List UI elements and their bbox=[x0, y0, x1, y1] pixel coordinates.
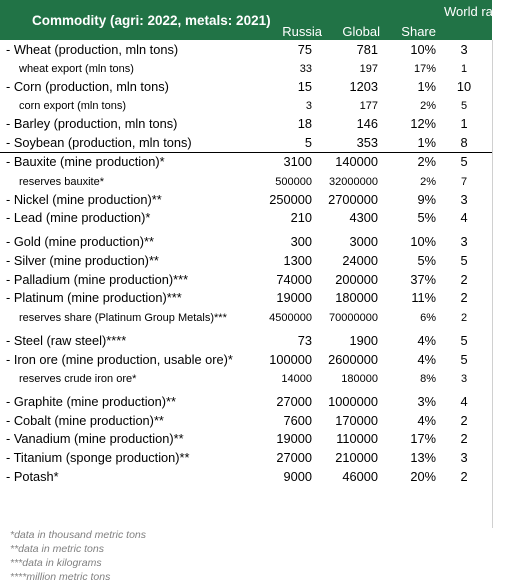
table-row bbox=[0, 96, 492, 115]
commodity-name: - Palladium (mine production)*** bbox=[6, 271, 189, 287]
table-row bbox=[0, 152, 492, 172]
table-row bbox=[0, 369, 492, 388]
commodity-name: corn export (mln tons) bbox=[19, 100, 126, 113]
global-value: 46000 bbox=[342, 468, 378, 484]
world-rank-value: 2 bbox=[460, 311, 468, 324]
table-row bbox=[0, 190, 492, 209]
world-rank-value: 7 bbox=[460, 175, 468, 188]
russia-value: 27000 bbox=[276, 394, 312, 410]
russia-value: 100000 bbox=[269, 351, 312, 367]
global-value: 170000 bbox=[335, 412, 378, 428]
share-value: 2% bbox=[417, 154, 436, 170]
footnotes bbox=[10, 528, 146, 584]
global-value: 210000 bbox=[335, 450, 378, 466]
global-value: 2600000 bbox=[328, 351, 378, 367]
russia-value: 27000 bbox=[276, 450, 312, 466]
footnote: **data in metric tons bbox=[10, 543, 104, 555]
share-value: 4% bbox=[417, 351, 436, 367]
commodity-name: - Iron ore (mine production, usable ore)* bbox=[6, 351, 233, 367]
header-global: Global bbox=[342, 24, 380, 39]
share-value: 4% bbox=[417, 332, 436, 348]
share-value: 11% bbox=[411, 290, 436, 306]
table-body bbox=[0, 40, 493, 528]
global-value: 1203 bbox=[349, 78, 378, 94]
table-row bbox=[0, 326, 492, 350]
commodity-name: wheat export (mln tons) bbox=[19, 63, 134, 76]
share-value: 37% bbox=[410, 271, 436, 287]
russia-value: 3100 bbox=[283, 154, 312, 170]
share-value: 3% bbox=[417, 394, 436, 410]
russia-value: 7600 bbox=[283, 412, 312, 428]
share-value: 5% bbox=[417, 210, 436, 226]
table-row bbox=[0, 209, 492, 228]
share-value: 5% bbox=[417, 253, 436, 268]
commodity-name: - Lead (mine production)* bbox=[6, 210, 151, 226]
commodity-name: - Corn (production, mln tons) bbox=[6, 78, 169, 94]
table-row bbox=[0, 270, 492, 289]
header-world-rank: World rank bbox=[444, 4, 507, 19]
global-value: 781 bbox=[356, 41, 378, 57]
table-row bbox=[0, 77, 492, 96]
global-value: 3000 bbox=[349, 234, 378, 250]
table-row bbox=[0, 411, 492, 430]
global-value: 197 bbox=[359, 63, 378, 76]
russia-value: 3 bbox=[305, 100, 312, 113]
russia-value: 9000 bbox=[283, 468, 312, 484]
share-value: 12% bbox=[410, 116, 436, 132]
table-row bbox=[0, 227, 492, 251]
global-value: 140000 bbox=[335, 154, 378, 170]
russia-value: 5 bbox=[304, 134, 312, 150]
table-row bbox=[0, 387, 492, 411]
world-rank-value: 2 bbox=[460, 431, 468, 447]
table-row bbox=[0, 171, 492, 190]
world-rank-value: 1 bbox=[460, 63, 468, 76]
world-rank-value: 4 bbox=[460, 210, 468, 226]
global-value: 70000000 bbox=[329, 311, 378, 324]
global-value: 180000 bbox=[335, 290, 378, 306]
share-value: 1% bbox=[417, 134, 436, 150]
table-row bbox=[0, 467, 492, 486]
table-row bbox=[0, 133, 492, 152]
global-value: 146 bbox=[356, 116, 378, 132]
global-value: 200000 bbox=[335, 271, 378, 287]
footnote: *data in thousand metric tons bbox=[10, 529, 146, 541]
global-value: 24000 bbox=[342, 253, 378, 268]
commodity-name: - Potash* bbox=[6, 468, 59, 484]
world-rank-value: 2 bbox=[460, 271, 468, 287]
russia-value: 500000 bbox=[275, 175, 312, 188]
commodity-name: - Steel (raw steel)**** bbox=[6, 332, 127, 348]
share-value: 1% bbox=[417, 78, 436, 94]
russia-value: 250000 bbox=[269, 191, 312, 207]
table-row bbox=[0, 59, 492, 78]
global-value: 1900 bbox=[349, 332, 378, 348]
footnote: ****million metric tons bbox=[10, 571, 111, 583]
world-rank-value: 2 bbox=[460, 290, 468, 306]
table-row bbox=[0, 40, 492, 59]
world-rank-value: 3 bbox=[460, 41, 468, 57]
world-rank-value: 5 bbox=[460, 100, 468, 113]
commodity-name: - Soybean (production, mln tons) bbox=[6, 134, 192, 150]
commodity-name: - Gold (mine production)** bbox=[6, 234, 154, 250]
russia-value: 19000 bbox=[276, 431, 312, 447]
commodity-name: - Graphite (mine production)** bbox=[6, 394, 176, 410]
share-value: 2% bbox=[420, 100, 436, 113]
russia-value: 74000 bbox=[276, 271, 312, 287]
world-rank-value: 3 bbox=[460, 234, 468, 250]
table-row bbox=[0, 430, 492, 449]
commodity-name: reserves crude iron ore* bbox=[19, 373, 137, 386]
global-value: 353 bbox=[356, 134, 378, 150]
table-row bbox=[0, 114, 492, 133]
global-value: 110000 bbox=[336, 431, 378, 447]
russia-value: 18 bbox=[297, 116, 312, 132]
share-value: 10% bbox=[410, 234, 436, 250]
header-share: Share bbox=[401, 24, 436, 39]
commodity-name: - Barley (production, mln tons) bbox=[6, 116, 178, 132]
russia-value: 210 bbox=[290, 210, 312, 226]
russia-value: 300 bbox=[290, 234, 312, 250]
world-rank-value: 8 bbox=[460, 134, 468, 150]
world-rank-value: 3 bbox=[460, 373, 468, 386]
commodity-name: reserves bauxite* bbox=[19, 175, 104, 188]
share-value: 6% bbox=[420, 311, 436, 324]
global-value: 180000 bbox=[341, 373, 378, 386]
share-value: 20% bbox=[410, 468, 436, 484]
world-rank-value: 5 bbox=[460, 351, 468, 367]
header-russia: Russia bbox=[282, 24, 322, 39]
share-value: 10% bbox=[410, 41, 436, 57]
table-row bbox=[0, 289, 492, 308]
commodity-name: - Titanium (sponge production)** bbox=[6, 450, 190, 466]
table-row bbox=[0, 307, 492, 326]
commodity-name: - Vanadium (mine production)** bbox=[6, 431, 184, 447]
russia-value: 15 bbox=[297, 78, 312, 94]
share-value: 4% bbox=[417, 412, 436, 428]
world-rank-value: 5 bbox=[460, 332, 468, 348]
share-value: 2% bbox=[420, 175, 436, 188]
global-value: 4300 bbox=[349, 210, 378, 226]
russia-value: 75 bbox=[297, 41, 312, 57]
table-row bbox=[0, 448, 492, 467]
world-rank-value: 2 bbox=[460, 412, 468, 428]
table-row bbox=[0, 251, 492, 270]
world-rank-value: 1 bbox=[460, 116, 468, 132]
commodity-name: - Silver (mine production)** bbox=[6, 253, 159, 268]
commodity-name: - Cobalt (mine production)** bbox=[6, 412, 164, 428]
global-value: 177 bbox=[359, 100, 378, 113]
share-value: 17% bbox=[413, 63, 436, 76]
footnote: ***data in kilograms bbox=[10, 557, 102, 569]
global-value: 2700000 bbox=[328, 191, 378, 207]
world-rank-value: 3 bbox=[460, 191, 468, 207]
russia-value: 73 bbox=[297, 332, 312, 348]
table-row bbox=[0, 350, 492, 369]
share-value: 8% bbox=[420, 373, 436, 386]
world-rank-value: 5 bbox=[460, 253, 468, 268]
commodity-name: - Platinum (mine production)*** bbox=[6, 290, 182, 306]
global-value: 32000000 bbox=[329, 175, 378, 188]
share-value: 13% bbox=[410, 450, 436, 466]
commodity-name: - Bauxite (mine production)* bbox=[6, 154, 165, 170]
world-rank-value: 3 bbox=[460, 450, 468, 466]
commodity-name: - Nickel (mine production)** bbox=[6, 191, 162, 207]
header-title: Commodity (agri: 2022, metals: 2021) bbox=[32, 13, 271, 28]
russia-value: 4500000 bbox=[269, 311, 312, 324]
table-header bbox=[0, 0, 507, 40]
commodity-name: reserves share (Platinum Group Metals)*** bbox=[19, 311, 227, 324]
russia-value: 1300 bbox=[283, 253, 312, 268]
world-rank-value: 5 bbox=[460, 154, 468, 170]
world-rank-value: 10 bbox=[456, 78, 472, 94]
commodity-name: - Wheat (production, mln tons) bbox=[6, 41, 179, 57]
russia-value: 19000 bbox=[276, 290, 312, 306]
russia-value: 33 bbox=[299, 63, 312, 76]
world-rank-value: 2 bbox=[460, 468, 468, 484]
russia-value: 14000 bbox=[281, 373, 312, 386]
share-value: 9% bbox=[417, 191, 436, 207]
world-rank-value: 4 bbox=[460, 394, 468, 410]
share-value: 17% bbox=[410, 431, 436, 447]
global-value: 1000000 bbox=[328, 394, 378, 410]
